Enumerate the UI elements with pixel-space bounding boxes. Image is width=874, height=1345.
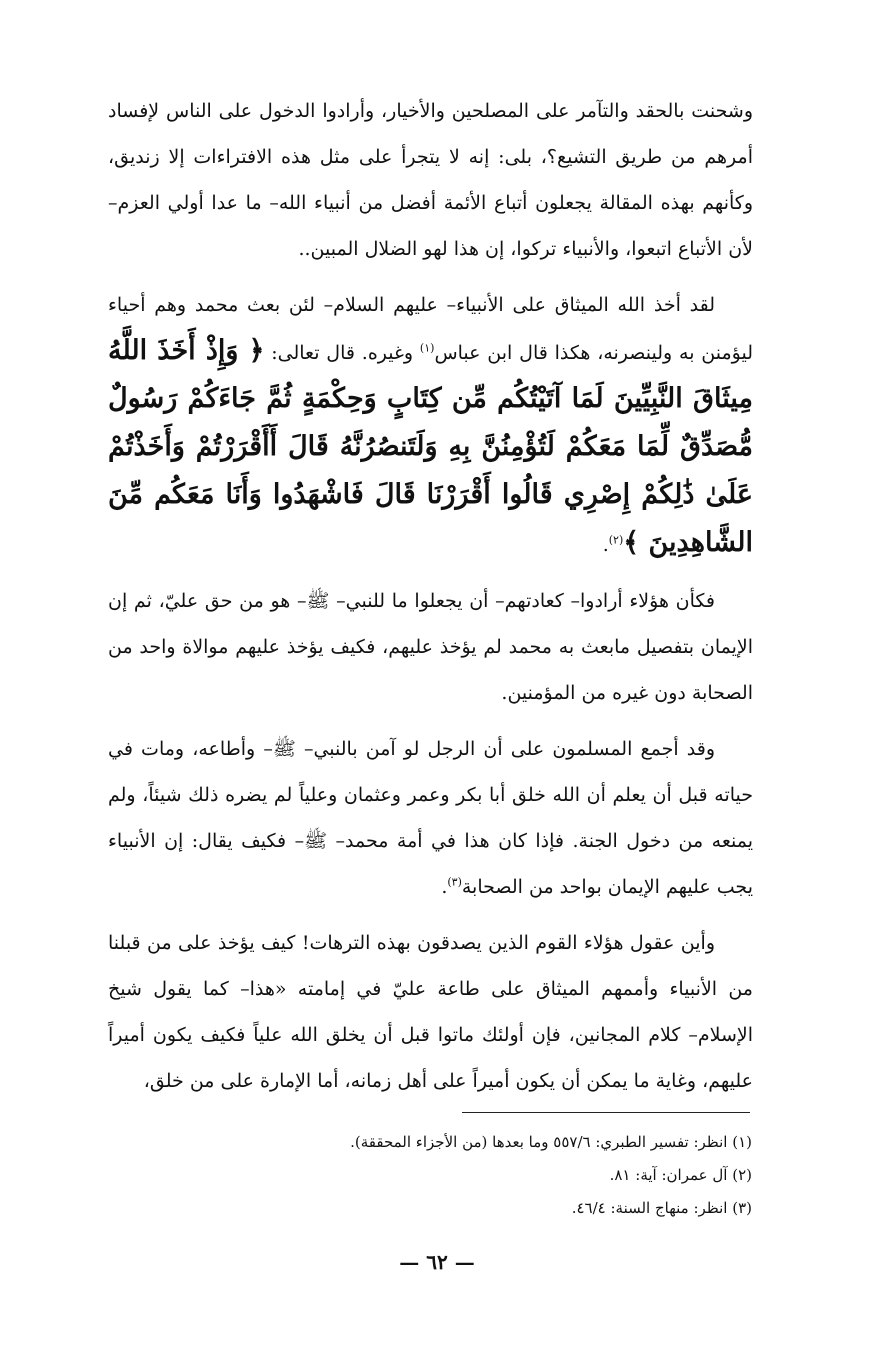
footnote-2: (٢) آل عمران: آية: ٨١. bbox=[609, 1166, 752, 1184]
footnote-ref-2: (٢) bbox=[608, 533, 624, 547]
paragraph-3 bbox=[108, 578, 753, 716]
footnote-ref-3: (٣) bbox=[447, 875, 462, 889]
paragraph-4 bbox=[108, 726, 753, 910]
page-number: — ٦٢ — bbox=[399, 1250, 475, 1274]
paragraph-2-text-c: . bbox=[602, 534, 609, 556]
quran-verse: ﴿ وَإِذْ أَخَذَ اللَّهُ مِيثَاقَ النَّبِيِّينَ لَمَا آتَيْتُكُم مِّن كِتَابٍ وَحِكْمَةٍ ثُمَّ جَاءَكُمْ رَسُولٌ مُّصَدِّقٌ لِّمَا مَعَكُمْ لَتُؤْمِنُنَّ بِهِ وَلَتَنصُرُنَّهُ قَالَ أَأَقْرَرْتُمْ وَأَخَذْتُمْ عَلَىٰ ذَٰلِكُمْ إِصْرِي قَالُوا أَقْرَرْنَا قَالَ فَاشْهَدُوا وَأَنَا مَعَكُم مِّنَ الشَّاهِدِينَ ﴾ bbox=[108, 335, 753, 558]
footnote-1: (١) انظر: تفسير الطبري: ٥٥٧/٦ وما بعدها (من الأجزاء المحققة). bbox=[350, 1133, 752, 1151]
footnote-divider bbox=[462, 1112, 750, 1113]
paragraph-3-text: فكأن هؤلاء أرادوا– كعادتهم– أن يجعلوا ما للنبي– ﷺ– هو من حق عليّ، ثم إن الإيمان بتفصيل مابعث به محمد لم يؤخذ عليهم، فكيف يؤخذ عليهم موالاة واحد من الصحابة دون غيره من المؤمنين. bbox=[108, 590, 753, 704]
paragraph-1 bbox=[108, 88, 753, 272]
footnote-ref-1: (١) bbox=[419, 341, 435, 355]
page-body bbox=[108, 88, 753, 1104]
paragraph-2-text-b: وغيره. قال تعالى: bbox=[264, 342, 420, 364]
paragraph-4-end: . bbox=[441, 876, 448, 898]
paragraph-5-text: وأين عقول هؤلاء القوم الذين يصدقون بهذه الترهات! كيف يؤخذ على من قبلنا من الأنبياء وأممهم الميثاق على طاعة عليّ في إمامته «هذا– كما يقول شيخ الإسلام– كلام المجانين، فإن أولئك ماتوا قبل أن يخلق الله علياً فكيف يكون أميراً عليهم، وغاية ما يمكن أن يكون أميراً على أهل زمانه، أما الإمارة على من خلق، bbox=[108, 932, 753, 1092]
footnote-3: (٣) انظر: منهاج السنة: ٤٦/٤. bbox=[571, 1199, 752, 1217]
paragraph-5 bbox=[108, 920, 753, 1104]
footnotes bbox=[300, 1126, 752, 1225]
paragraph-2 bbox=[108, 282, 753, 568]
paragraph-4-text: وقد أجمع المسلمون على أن الرجل لو آمن بالنبي– ﷺ– وأطاعه، ومات في حياته قبل أن يعلم أن الله خلق أبا بكر وعمر وعثمان وعلياً لم يضره ذلك شيئاً، ولم يمنعه من دخول الجنة. فإذا كان هذا في أمة محمد– ﷺ– فكيف يقال: إن الأنبياء يجب عليهم الإيمان بواحد من الصحابة bbox=[108, 738, 753, 898]
paragraph-1-text: وشحنت بالحقد والتآمر على المصلحين والأخيار، وأرادوا الدخول على الناس لإفساد أمرهم من طريق التشيع؟، بلى: إنه لا يتجرأ على مثل هذه الافتراءات إلا زنديق، وكأنهم بهذه المقالة يجعلون أتباع الأئمة أفضل من أنبياء الله– ما عدا أولي العزم– لأن الأتباع اتبعوا، والأنبياء تركوا، إن هذا لهو الضلال المبين.. bbox=[108, 100, 753, 260]
paragraph-2-text-a: لقد أخذ الله الميثاق على الأنبياء– عليهم السلام– لئن بعث محمد وهم أحياء ليؤمنن به ولينصرنه، هكذا قال ابن عباس bbox=[108, 294, 753, 364]
